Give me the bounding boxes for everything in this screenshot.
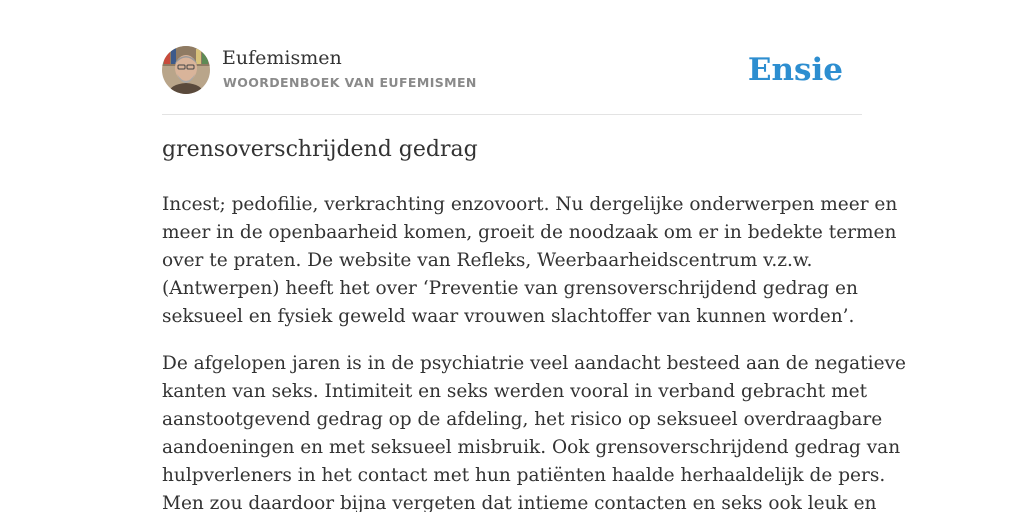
text-line: seksueel en fysiek geweld waar vrouwen slachtoffer van kunnen worden’.	[162, 306, 855, 327]
text-line: meer in de openbaarheid komen, groeit de noodzaak om er in bedekte termen	[162, 222, 897, 243]
paragraph	[162, 191, 898, 331]
brand-logo[interactable]: Ensie	[747, 52, 843, 88]
entry-body	[162, 191, 906, 512]
text-line: aandoeningen en met seksueel misbruik. Ook grensoverschrijdend gedrag van	[162, 437, 901, 458]
text-line: hulpverleners in het contact met hun patiënten haalde herhaaldelijk de pers.	[162, 465, 886, 486]
header	[162, 46, 862, 115]
avatar[interactable]	[162, 46, 210, 94]
text-line: Incest; pedofilie, verkrachting enzovoort. Nu dergelijke onderwerpen meer en	[162, 194, 898, 215]
entry-title: grensoverschrijdend gedrag	[162, 137, 478, 162]
paragraph	[162, 350, 906, 512]
text-line: kanten van seks. Intimiteit en seks werden vooral in verband gebracht met	[162, 381, 868, 402]
text-line: De afgelopen jaren is in de psychiatrie veel aandacht besteed aan de negatieve	[162, 353, 906, 374]
source-name[interactable]: Eufemismen	[222, 47, 342, 69]
text-line: (Antwerpen) heeft het over ‘Preventie van grensoverschrijdend gedrag en	[162, 278, 858, 299]
text-line: aanstootgevend gedrag op de afdeling, het risico op seksueel overdraagbare	[162, 409, 883, 430]
text-line: Men zou daardoor bijna vergeten dat intieme contacten en seks ook leuk en	[162, 493, 877, 512]
source-subtitle: WOORDENBOEK VAN EUFEMISMEN	[223, 75, 477, 90]
text-line: over te praten. De website van Refleks, Weerbaarheidscentrum v.z.w.	[162, 250, 813, 271]
author-portrait-icon	[162, 46, 210, 94]
